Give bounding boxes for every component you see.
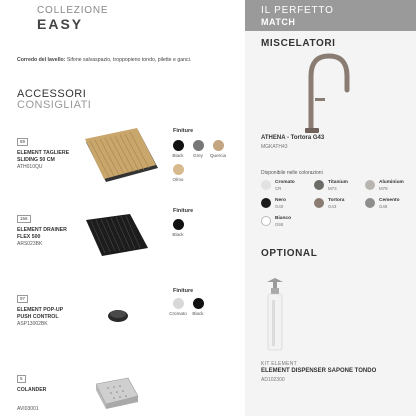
miscelatori-title: MISCELATORI bbox=[261, 38, 336, 49]
color-dot bbox=[261, 198, 271, 208]
color-dot bbox=[314, 180, 324, 190]
color-code: G40 bbox=[275, 204, 284, 209]
finish-group-3 bbox=[173, 288, 193, 294]
swatch-black bbox=[193, 298, 204, 309]
color-name: Cemento bbox=[379, 198, 400, 203]
finish-label: Quercia bbox=[209, 153, 227, 158]
finish-label: Black bbox=[172, 232, 184, 237]
product-name-line1: ELEMENT POP-UP bbox=[17, 307, 64, 313]
accessori-title: ACCESSORI bbox=[17, 88, 87, 100]
soap-dispenser-image bbox=[255, 274, 295, 358]
finish-group-2 bbox=[173, 208, 193, 214]
color-code: CR bbox=[275, 186, 282, 191]
color-name: Cromato bbox=[275, 180, 295, 185]
corredo-label: Corredo del lavello: bbox=[17, 57, 66, 63]
product-name-line2: FLEX 500 bbox=[17, 233, 41, 240]
finish-label: Black bbox=[192, 311, 204, 316]
perfetto-label: IL PERFETTO bbox=[261, 5, 334, 16]
product-code: ARS023BK bbox=[17, 241, 43, 247]
corredo-content: Sifone salvaspazio, troppopieno tondo, pilette e ganci. bbox=[65, 57, 192, 63]
product-number: 156 bbox=[17, 215, 31, 223]
color-code: M79 bbox=[379, 186, 388, 191]
color-name: Tortora bbox=[328, 198, 345, 203]
finish-title: Finiture bbox=[173, 288, 194, 294]
faucet-code: MGKATH43 bbox=[261, 144, 288, 150]
product-number: 89 bbox=[17, 138, 28, 146]
swatch-quercia bbox=[213, 140, 224, 151]
product-popup bbox=[17, 287, 63, 327]
kit-label: KIT ELEMENT bbox=[261, 361, 297, 367]
product-number: 97 bbox=[17, 295, 28, 303]
product-name-line1: ELEMENT TAGLIERE bbox=[17, 150, 70, 156]
swatch-olmo bbox=[173, 164, 184, 175]
color-name: Titanium bbox=[328, 180, 348, 185]
collection-label: COLLEZIONE bbox=[37, 5, 109, 16]
right-panel bbox=[245, 0, 416, 416]
faucet-name: ATHENA - Tortora G43 bbox=[261, 135, 325, 141]
finish-title: Finiture bbox=[173, 128, 194, 134]
product-code: ATH010QU bbox=[17, 164, 43, 170]
available-colors-label: Disponibile nelle colorazioni bbox=[261, 170, 323, 176]
finish-label: Olmo bbox=[172, 177, 184, 182]
collection-name: EASY bbox=[37, 16, 84, 32]
cutting-board-image bbox=[82, 128, 162, 186]
product-name-line1: ELEMENT DRAINER bbox=[17, 227, 67, 233]
color-name: Bianco bbox=[275, 216, 291, 221]
finish-label: Cromato bbox=[169, 311, 187, 316]
drainer-image bbox=[84, 214, 150, 258]
accessori-subtitle: CONSIGLIATI bbox=[17, 99, 92, 111]
color-code: G48 bbox=[379, 204, 388, 209]
color-dot bbox=[365, 198, 375, 208]
popup-button-image bbox=[106, 306, 130, 324]
finish-label: Black bbox=[172, 153, 184, 158]
product-colander bbox=[17, 367, 46, 412]
swatch-black bbox=[173, 219, 184, 230]
color-name: Aluminium bbox=[379, 180, 404, 185]
product-tagliere bbox=[17, 130, 69, 170]
kit-name: ELEMENT DISPENSER SAPONE TONDO bbox=[261, 368, 377, 374]
color-dot bbox=[261, 216, 271, 226]
product-name-line1: COLANDER bbox=[17, 387, 47, 393]
kit-code: AD102300 bbox=[261, 377, 285, 383]
product-drainer bbox=[17, 207, 67, 247]
color-code: G68 bbox=[275, 222, 284, 227]
colander-image bbox=[92, 376, 142, 410]
optional-title: OPTIONAL bbox=[261, 248, 318, 259]
color-dot bbox=[261, 180, 271, 190]
product-name-line2: SLIDING 50 CM bbox=[17, 156, 55, 163]
faucet-image bbox=[275, 50, 365, 134]
finish-group-1 bbox=[173, 128, 193, 134]
swatch-black bbox=[173, 140, 184, 151]
product-code: ASP13002BK bbox=[17, 321, 48, 327]
color-code: G43 bbox=[328, 204, 337, 209]
match-label: MATCH bbox=[261, 17, 296, 27]
product-code: AVI03001 bbox=[17, 405, 39, 412]
color-dot bbox=[314, 198, 324, 208]
product-number: 5 bbox=[17, 375, 26, 383]
color-dot bbox=[365, 180, 375, 190]
product-name-line2: PUSH CONTROL bbox=[17, 313, 59, 320]
finish-title: Finiture bbox=[173, 208, 194, 214]
color-code: M73 bbox=[328, 186, 337, 191]
color-name: Nero bbox=[275, 198, 286, 203]
swatch-cromato bbox=[173, 298, 184, 309]
swatch-grey bbox=[193, 140, 204, 151]
finish-label: Grey bbox=[193, 153, 203, 158]
corredo-text bbox=[17, 57, 191, 63]
